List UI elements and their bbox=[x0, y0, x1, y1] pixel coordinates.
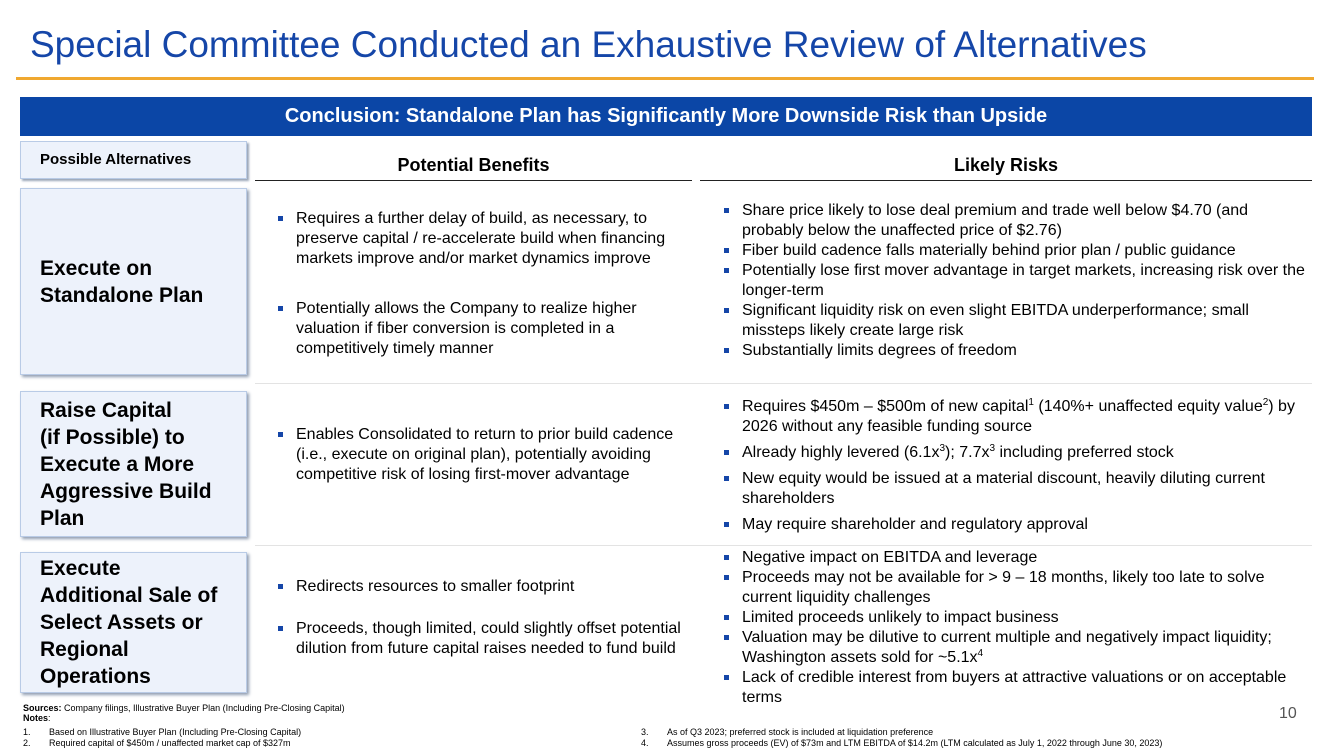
footnote: 4. Assumes gross proceeds (EV) of $73m and LTM EBITDA of $14.2m (LTM calculated as July 1, 2022 through June 30, 2023) bbox=[641, 738, 1163, 748]
alternatives-header: Possible Alternatives bbox=[20, 141, 247, 179]
alternative-label: Execute on Standalone Plan bbox=[40, 256, 204, 307]
risk-item: May require shareholder and regulatory approval bbox=[721, 515, 1306, 535]
risk-item: Limited proceeds unlikely to impact business bbox=[721, 608, 1306, 628]
risks-header: Likely Risks bbox=[700, 155, 1312, 181]
sources-label: Sources: bbox=[23, 703, 62, 713]
risk-item: Potentially lose first mover advantage in target markets, increasing risk over the longer-term bbox=[721, 261, 1306, 301]
page-number: 10 bbox=[1279, 705, 1297, 722]
row-divider bbox=[255, 383, 1312, 384]
sources-and-notes: Sources: Company filings, Illustrative Buyer Plan (Including Pre-Closing Capital) Notes: bbox=[23, 703, 345, 723]
risk-item: Negative impact on EBITDA and leverage bbox=[721, 548, 1306, 568]
benefit-item: Potentially allows the Company to realize higher valuation if fiber conversion is completed in a competitively timely manner bbox=[275, 299, 690, 359]
risk-item: Proceeds may not be available for > 9 – 18 months, likely too late to solve current liquidity challenges bbox=[721, 568, 1306, 608]
risk-item: Fiber build cadence falls materially behind prior plan / public guidance bbox=[721, 241, 1306, 261]
alternative-sale-of-assets bbox=[20, 552, 247, 693]
benefit-item: Enables Consolidated to return to prior build cadence (i.e., execute on original plan), potentially avoiding competitive risk of losing first-mover advantage bbox=[275, 425, 690, 485]
risk-item: Share price likely to lose deal premium and trade well below $4.70 (and probably below the unaffected price of $2.76) bbox=[721, 201, 1306, 241]
sources-text: Company filings, Illustrative Buyer Plan (Including Pre-Closing Capital) bbox=[61, 703, 345, 713]
alternative-label: Raise Capital (if Possible) to Execute a More Aggressive Build Plan bbox=[40, 398, 212, 530]
alternative-raise-capital bbox=[20, 391, 247, 537]
risks-cell bbox=[721, 201, 1306, 361]
notes-label: Notes bbox=[23, 713, 49, 723]
risk-item: Requires $450m – $500m of new capital$^1$ (140%+ unaffected equity value$^2$) by 2026 without any feasible funding source bbox=[721, 397, 1306, 437]
footnote: 1. Based on Illustrative Buyer Plan (Including Pre-Closing Capital) bbox=[23, 727, 302, 737]
footnote: 2. Required capital of $450m / unaffected market cap of $327m bbox=[23, 738, 291, 748]
risks-cell bbox=[721, 397, 1306, 535]
benefits-cell bbox=[275, 425, 690, 485]
title-underline bbox=[16, 77, 1314, 80]
notes-column-left bbox=[23, 727, 301, 749]
benefits-cell bbox=[275, 209, 690, 359]
risk-item: Lack of credible interest from buyers at attractive valuations or on acceptable terms bbox=[721, 668, 1306, 708]
alternative-label: Execute Additional Sale of Select Assets or Regional Operations bbox=[40, 557, 218, 688]
benefit-item: Redirects resources to smaller footprint bbox=[275, 577, 690, 597]
benefits-cell bbox=[275, 577, 690, 659]
footnote: 3. As of Q3 2023; preferred stock is included at liquidation preference bbox=[641, 727, 934, 737]
risk-item: Substantially limits degrees of freedom bbox=[721, 341, 1306, 361]
conclusion-banner: Conclusion: Standalone Plan has Significantly More Downside Risk than Upside bbox=[20, 97, 1312, 136]
notes-column-right bbox=[641, 727, 1162, 749]
risk-item: Significant liquidity risk on even slight EBITDA underperformance; small missteps likely create large risk bbox=[721, 301, 1306, 341]
risk-item: Valuation may be dilutive to current multiple and negatively impact liquidity; Washington assets sold for $\sim 5.1x^4$ bbox=[721, 628, 1306, 668]
page-title: Special Committee Conducted an Exhaustive Review of Alternatives bbox=[30, 24, 1147, 65]
risk-item: Already highly levered $(6.1x^3)$; $7.7x^3$ including preferred stock bbox=[721, 443, 1306, 463]
benefit-item: Requires a further delay of build, as necessary, to preserve capital / re-accelerate build when financing markets improve and/or market dynamics improve bbox=[275, 209, 690, 269]
risk-item: New equity would be issued at a material discount, heavily diluting current shareholders bbox=[721, 469, 1306, 509]
benefits-header: Potential Benefits bbox=[255, 155, 692, 181]
risks-cell bbox=[721, 548, 1306, 708]
row-divider bbox=[255, 545, 1312, 546]
benefit-item: Proceeds, though limited, could slightly offset potential dilution from future capital raises needed to fund build bbox=[275, 619, 690, 659]
alternative-standalone-plan bbox=[20, 188, 247, 375]
